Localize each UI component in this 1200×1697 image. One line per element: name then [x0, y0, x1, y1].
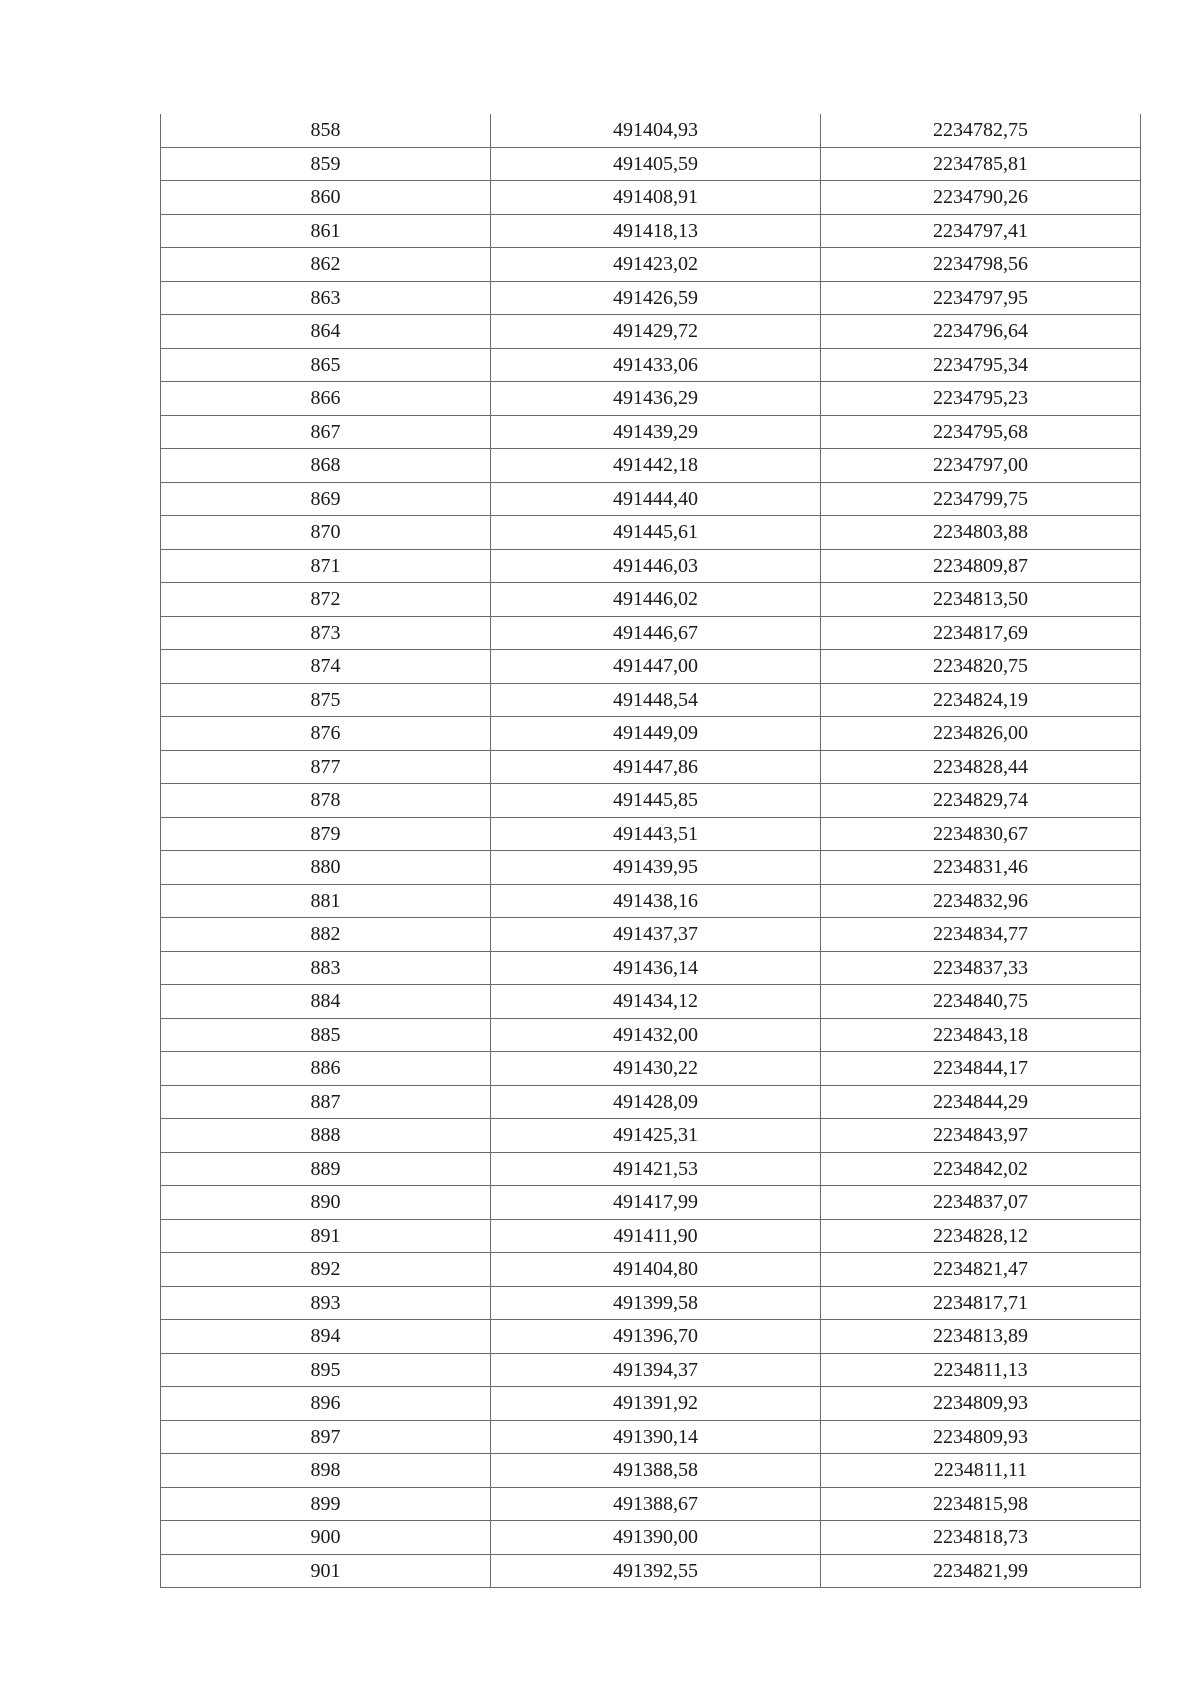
table-row — [161, 951, 1141, 985]
y-coordinate-cell: 2234821,99 — [933, 1559, 1028, 1582]
point-number-cell: 880 — [161, 851, 491, 885]
table-row — [161, 616, 1141, 650]
table-row — [161, 1554, 1141, 1588]
y-coordinate-cell: 2234817,71 — [821, 1286, 1141, 1320]
table-row — [161, 985, 1141, 1019]
y-coordinate-cell: 2234842,02 — [821, 1152, 1141, 1186]
x-coordinate-cell: 491396,70 — [491, 1320, 821, 1354]
y-coordinate-cell: 2234818,73 — [821, 1521, 1141, 1555]
y-coordinate-cell: 2234844,29 — [821, 1085, 1141, 1119]
x-coordinate-cell: 491425,31 — [491, 1119, 821, 1153]
y-coordinate-cell: 2234795,23 — [821, 382, 1141, 416]
point-number-cell: 858 — [161, 114, 491, 147]
x-coordinate-cell: 491434,12 — [491, 985, 821, 1019]
coordinates-table — [160, 114, 1141, 1588]
x-coordinate-cell: 491442,18 — [491, 449, 821, 483]
y-coordinate-cell: 2234809,93 — [821, 1420, 1141, 1454]
y-coordinate-cell: 2234809,87 — [821, 549, 1141, 583]
x-coordinate-cell: 491390,14 — [491, 1420, 821, 1454]
x-coordinate-cell: 491446,02 — [491, 583, 821, 617]
point-number-cell: 877 — [161, 750, 491, 784]
x-coordinate-cell: 491408,91 — [491, 181, 821, 215]
point-number-cell: 867 — [161, 415, 491, 449]
table-row — [161, 415, 1141, 449]
table-row — [161, 1487, 1141, 1521]
y-coordinate-cell: 2234828,12 — [821, 1219, 1141, 1253]
table-row — [161, 1018, 1141, 1052]
y-coordinate-cell: 2234790,26 — [821, 181, 1141, 215]
x-coordinate-cell: 491448,54 — [491, 683, 821, 717]
point-number-cell: 862 — [161, 248, 491, 282]
table-row — [161, 1387, 1141, 1421]
point-number-cell: 892 — [161, 1253, 491, 1287]
x-coordinate-cell: 491429,72 — [491, 315, 821, 349]
point-number-cell: 882 — [161, 918, 491, 952]
x-coordinate-cell: 491394,37 — [491, 1353, 821, 1387]
x-coordinate-cell: 491418,13 — [491, 214, 821, 248]
y-coordinate-cell: 2234785,81 — [821, 147, 1141, 181]
table-row — [161, 1119, 1141, 1153]
x-coordinate-cell: 491430,22 — [491, 1052, 821, 1086]
x-coordinate-cell: 491417,99 — [491, 1186, 821, 1220]
point-number-cell: 861 — [161, 214, 491, 248]
table-row — [161, 248, 1141, 282]
x-coordinate-cell: 491428,09 — [491, 1085, 821, 1119]
y-coordinate-cell: 2234809,93 — [821, 1387, 1141, 1421]
x-coordinate-cell: 491445,61 — [491, 516, 821, 550]
table-row — [161, 683, 1141, 717]
table-row — [161, 817, 1141, 851]
point-number-cell: 872 — [161, 583, 491, 617]
table-row — [161, 750, 1141, 784]
y-coordinate-cell: 2234798,56 — [821, 248, 1141, 282]
x-coordinate-cell: 491421,53 — [491, 1152, 821, 1186]
y-coordinate-cell: 2234828,44 — [821, 750, 1141, 784]
y-coordinate-cell: 2234817,69 — [821, 616, 1141, 650]
point-number-cell: 894 — [161, 1320, 491, 1354]
x-coordinate-cell: 491436,29 — [491, 382, 821, 416]
point-number-cell: 890 — [161, 1186, 491, 1220]
x-coordinate-cell: 491436,14 — [491, 951, 821, 985]
y-coordinate-cell: 2234782,75 — [821, 114, 1141, 147]
x-coordinate-cell: 491405,59 — [491, 147, 821, 181]
table-row — [161, 181, 1141, 215]
y-coordinate-cell: 2234803,88 — [821, 516, 1141, 550]
point-number-cell: 860 — [161, 181, 491, 215]
table-row — [161, 348, 1141, 382]
y-coordinate-cell: 2234797,95 — [821, 281, 1141, 315]
y-coordinate-cell: 2234797,00 — [821, 449, 1141, 483]
x-coordinate-cell: 491399,58 — [491, 1286, 821, 1320]
x-coordinate-cell: 491439,95 — [491, 851, 821, 885]
y-coordinate-cell: 2234797,41 — [821, 214, 1141, 248]
x-coordinate-cell: 491391,92 — [491, 1387, 821, 1421]
point-number-cell: 870 — [161, 516, 491, 550]
point-number-cell: 887 — [161, 1085, 491, 1119]
y-coordinate-cell: 2234843,97 — [821, 1119, 1141, 1153]
y-coordinate-cell: 2234826,00 — [821, 717, 1141, 751]
table-row — [161, 1253, 1141, 1287]
table-row — [161, 717, 1141, 751]
x-coordinate-cell: 491411,90 — [491, 1219, 821, 1253]
y-coordinate-cell: 2234829,74 — [821, 784, 1141, 818]
y-coordinate-cell: 2234834,77 — [821, 918, 1141, 952]
y-coordinate-cell: 2234831,46 — [821, 851, 1141, 885]
table-row — [161, 1420, 1141, 1454]
point-number-cell: 873 — [161, 616, 491, 650]
y-coordinate-cell: 2234813,50 — [821, 583, 1141, 617]
y-coordinate-cell: 2234799,75 — [821, 482, 1141, 516]
point-number-cell: 878 — [161, 784, 491, 818]
point-number-cell: 863 — [161, 281, 491, 315]
x-coordinate-cell: 491423,02 — [491, 248, 821, 282]
x-coordinate-cell: 491426,59 — [491, 281, 821, 315]
y-coordinate-cell: 2234843,18 — [821, 1018, 1141, 1052]
y-coordinate-cell: 2234832,96 — [821, 884, 1141, 918]
point-number-cell: 897 — [161, 1420, 491, 1454]
point-number-cell: 869 — [161, 482, 491, 516]
x-coordinate-cell: 491444,40 — [491, 482, 821, 516]
point-number-cell: 864 — [161, 315, 491, 349]
table-row — [161, 1521, 1141, 1555]
table-row — [161, 114, 1141, 147]
point-number-cell: 866 — [161, 382, 491, 416]
x-coordinate-cell: 491446,67 — [491, 616, 821, 650]
table-row — [161, 1454, 1141, 1488]
y-coordinate-cell: 2234837,07 — [821, 1186, 1141, 1220]
point-number-cell: 898 — [161, 1454, 491, 1488]
point-number-cell: 901 — [161, 1554, 491, 1588]
table-row — [161, 918, 1141, 952]
table-row — [161, 482, 1141, 516]
x-coordinate-cell: 491447,86 — [491, 750, 821, 784]
x-coordinate-cell: 491388,67 — [491, 1487, 821, 1521]
point-number-cell: 891 — [161, 1219, 491, 1253]
table-row — [161, 281, 1141, 315]
y-coordinate-cell: 2234840,75 — [821, 985, 1141, 1019]
point-number-cell: 886 — [161, 1052, 491, 1086]
table-row — [161, 884, 1141, 918]
point-number-cell: 859 — [161, 147, 491, 181]
point-number-cell: 871 — [161, 549, 491, 583]
y-coordinate-cell: 2234811,13 — [821, 1353, 1141, 1387]
table-row — [161, 1085, 1141, 1119]
y-coordinate-cell: 2234813,89 — [821, 1320, 1141, 1354]
point-number-cell: 865 — [161, 348, 491, 382]
point-number-cell: 884 — [161, 985, 491, 1019]
table-row — [161, 449, 1141, 483]
table-row — [161, 214, 1141, 248]
x-coordinate-cell: 491404,80 — [491, 1253, 821, 1287]
table-row — [161, 784, 1141, 818]
coordinates-table-body — [161, 114, 1141, 1588]
y-coordinate-cell: 2234824,19 — [821, 683, 1141, 717]
table-row — [161, 851, 1141, 885]
point-number-cell: 879 — [161, 817, 491, 851]
x-coordinate-cell: 491432,00 — [491, 1018, 821, 1052]
x-coordinate-cell: 491438,16 — [491, 884, 821, 918]
point-number-cell: 896 — [161, 1387, 491, 1421]
x-coordinate-cell: 491443,51 — [491, 817, 821, 851]
point-number-cell: 883 — [161, 951, 491, 985]
x-coordinate-cell: 491392,55 — [491, 1554, 821, 1588]
point-number-cell: 893 — [161, 1286, 491, 1320]
point-number-cell: 875 — [161, 683, 491, 717]
table-row — [161, 549, 1141, 583]
table-row — [161, 1286, 1141, 1320]
x-coordinate-cell: 491447,00 — [491, 650, 821, 684]
point-number-cell: 900 — [161, 1521, 491, 1555]
y-coordinate-cell: 2234837,33 — [821, 951, 1141, 985]
table-row — [161, 1320, 1141, 1354]
x-coordinate-cell: 491449,09 — [491, 717, 821, 751]
table-row — [161, 1152, 1141, 1186]
table-row — [161, 650, 1141, 684]
table-row — [161, 382, 1141, 416]
point-number-cell: 876 — [161, 717, 491, 751]
table-row — [161, 1219, 1141, 1253]
y-coordinate-cell: 2234830,67 — [821, 817, 1141, 851]
x-coordinate-cell: 491445,85 — [491, 784, 821, 818]
x-coordinate-cell: 491388,58 — [491, 1454, 821, 1488]
y-coordinate-cell: 2234820,75 — [821, 650, 1141, 684]
point-number-cell: 868 — [161, 449, 491, 483]
y-coordinate-cell: 2234795,68 — [821, 415, 1141, 449]
point-number-cell: 899 — [161, 1487, 491, 1521]
table-row — [161, 147, 1141, 181]
point-number-cell: 874 — [161, 650, 491, 684]
point-number-cell: 895 — [161, 1353, 491, 1387]
table-row — [161, 315, 1141, 349]
table-row — [161, 1186, 1141, 1220]
x-coordinate-cell: 491437,37 — [491, 918, 821, 952]
x-coordinate-cell: 491439,29 — [491, 415, 821, 449]
point-number-cell: 889 — [161, 1152, 491, 1186]
table-row — [161, 1052, 1141, 1086]
y-coordinate-cell: 2234815,98 — [821, 1487, 1141, 1521]
point-number-cell: 881 — [161, 884, 491, 918]
x-coordinate-cell: 491446,03 — [491, 549, 821, 583]
x-coordinate-cell: 491390,00 — [491, 1521, 821, 1555]
point-number-cell: 888 — [161, 1119, 491, 1153]
table-row — [161, 583, 1141, 617]
y-coordinate-cell: 2234796,64 — [821, 315, 1141, 349]
y-coordinate-cell: 2234811,11 — [821, 1454, 1141, 1488]
x-coordinate-cell: 491433,06 — [491, 348, 821, 382]
table-row — [161, 1353, 1141, 1387]
y-coordinate-cell: 2234844,17 — [821, 1052, 1141, 1086]
y-coordinate-cell: 2234795,34 — [821, 348, 1141, 382]
table-row — [161, 516, 1141, 550]
point-number-cell: 885 — [161, 1018, 491, 1052]
y-coordinate-cell: 2234821,47 — [821, 1253, 1141, 1287]
x-coordinate-cell: 491404,93 — [491, 114, 821, 147]
